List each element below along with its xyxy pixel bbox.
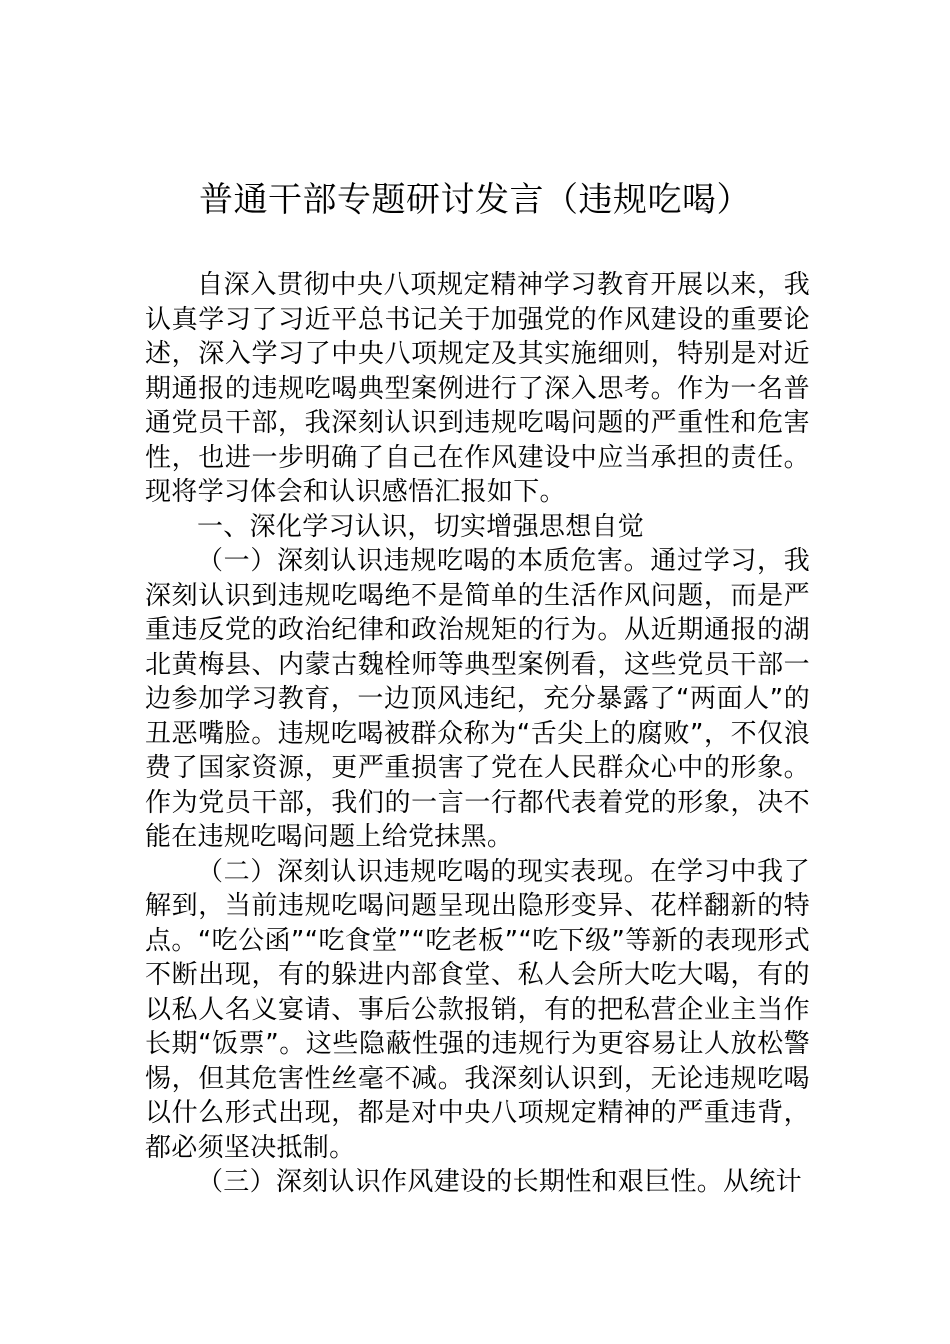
body-paragraph-1: （一）深刻认识违规吃喝的本质危害。通过学习，我深刻认识到违规吃喝绝不是简单的生活作风问题，而是严重违反党的政治纪律和政治规矩的行为。从近期通报的湖北黄梅县、内蒙古魏栓师等典型案例看，这些党员干部一边参加学习教育，一边顶风违纪，充分暴露了“两面人”的丑恶嘴脸。违规吃喝被群众称为“舌尖上的腐败”，不仅浪费了国家资源，更严重损害了党在人民群众心中的形象。作为党员干部，我们的一言一行都代表着党的形象，决不能在违规吃喝问题上给党抹黑。: [145, 546, 810, 852]
body-paragraph-2: （二）深刻认识违规吃喝的现实表现。在学习中我了解到，当前违规吃喝问题呈现出隐形变异、花样翻新的特点。“吃公函”“吃食堂”“吃老板”“吃下级”等新的表现形式不断出现，有的躲进内部食堂、私人会所大吃大喝，有的以私人名义宴请、事后公款报销，有的把私营企业主当作长期“饭票”。这些隐蔽性强的违规行为更容易让人放松警惕，但其危害性丝毫不减。我深刻认识到，无论违规吃喝以什么形式出现，都是对中央八项规定精神的严重违背，都必须坚决抵制。: [145, 856, 810, 1163]
document-title: 普通干部专题研讨发言（违规吃喝）: [199, 180, 751, 220]
intro-paragraph: 自深入贯彻中央八项规定精神学习教育开展以来，我认真学习了习近平总书记关于加强党的作风建设的重要论述，深入学习了中央八项规定及其实施细则，特别是对近期通报的违规吃喝典型案例进行了深入思考。作为一名普通党员干部，我深刻认识到违规吃喝问题的严重性和危害性，也进一步明确了自己在作风建设中应当承担的责任。现将学习体会和认识感悟汇报如下。: [145, 270, 810, 507]
body-paragraph-3: （三）深刻认识作风建设的长期性和艰巨性。从统计: [197, 1167, 802, 1197]
section-heading: 一、深化学习认识，切实增强思想自觉: [197, 511, 645, 542]
document-body: [145, 268, 810, 1200]
